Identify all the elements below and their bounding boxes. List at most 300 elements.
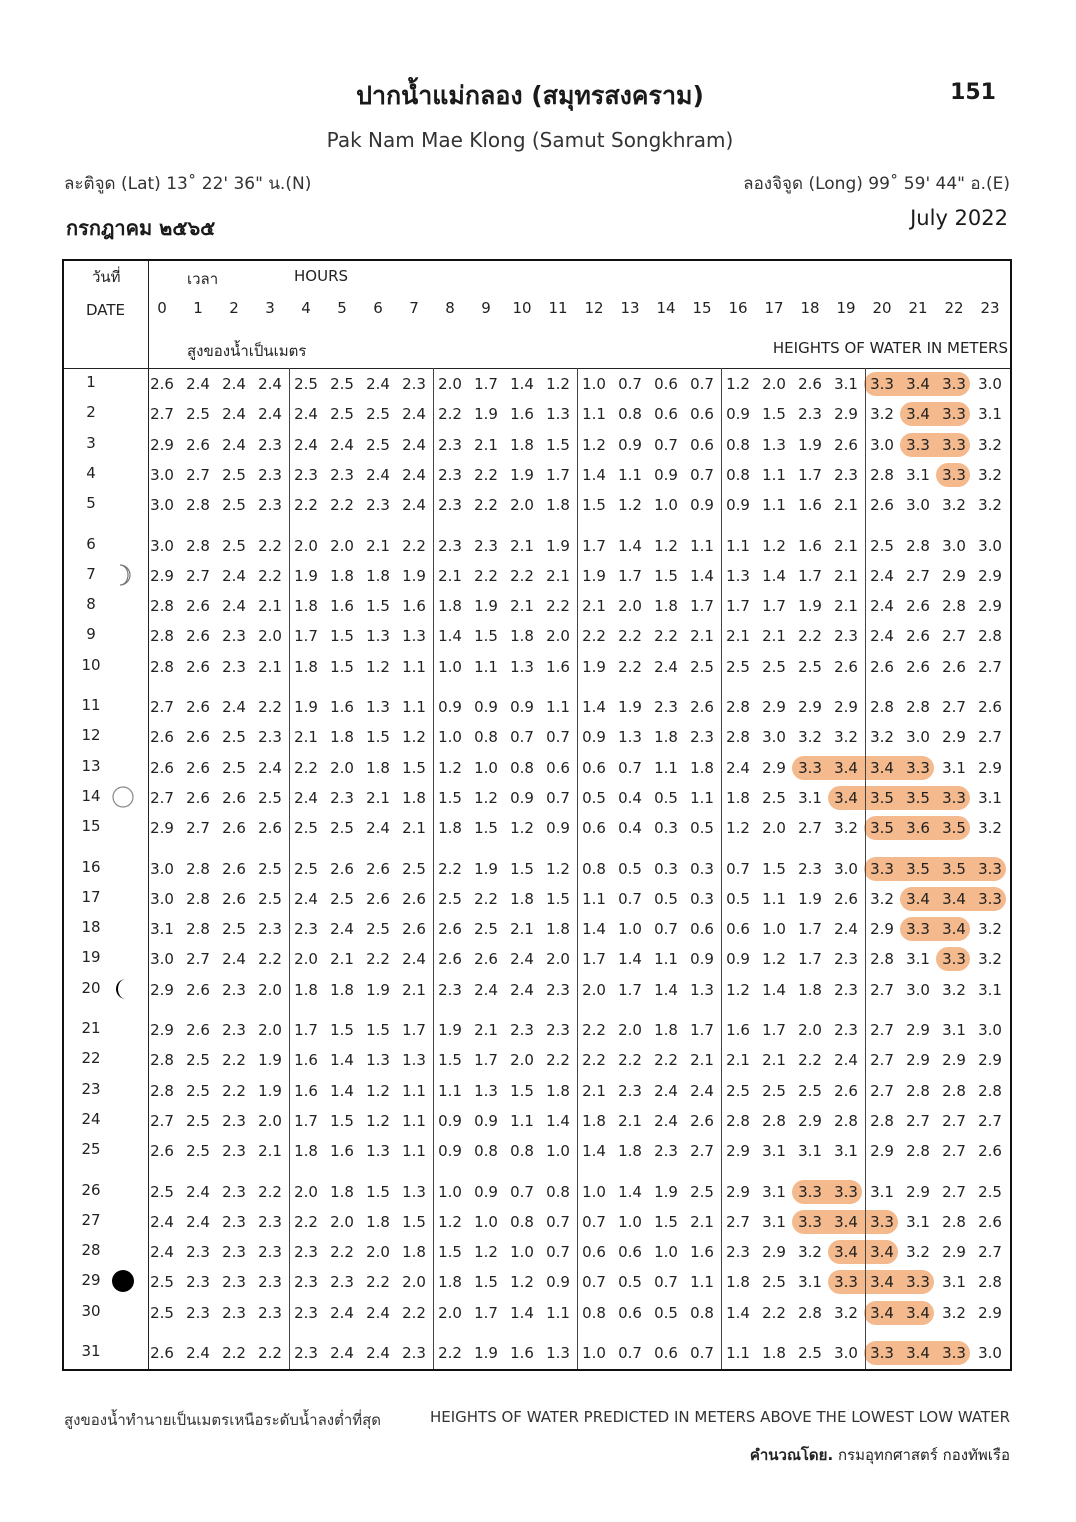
height-cell: 2.1 xyxy=(474,435,498,454)
height-cell: 3.1 xyxy=(834,1142,858,1161)
height-cell: 1.8 xyxy=(330,980,354,999)
height-cell: 0.3 xyxy=(654,859,678,878)
height-cell: 1.8 xyxy=(654,728,678,747)
height-cell: 3.2 xyxy=(870,405,894,424)
height-cell: 2.0 xyxy=(330,758,354,777)
height-cell: 2.1 xyxy=(510,920,534,939)
height-cell: 2.5 xyxy=(222,465,246,484)
height-cell: 1.9 xyxy=(294,698,318,716)
height-cell: 2.1 xyxy=(690,1051,714,1070)
height-cell: 2.6 xyxy=(150,758,174,777)
height-cell: 1.5 xyxy=(762,405,786,424)
height-cell: 2.4 xyxy=(222,597,246,616)
height-cell: 2.5 xyxy=(330,819,354,838)
height-cell: 2.6 xyxy=(366,889,390,908)
height-cell: 3.4 xyxy=(906,375,930,393)
height-cell: 1.9 xyxy=(798,597,822,616)
height-cell: 1.4 xyxy=(654,980,678,999)
height-cell: 2.7 xyxy=(150,788,174,807)
month-english: July 2022 xyxy=(910,206,1008,230)
height-cell: 2.5 xyxy=(366,405,390,424)
height-cell: 3.1 xyxy=(942,1021,966,1039)
height-cell: 0.9 xyxy=(582,728,606,747)
height-cell: 2.5 xyxy=(258,859,282,878)
height-cell: 0.5 xyxy=(618,859,642,878)
height-cell: 1.5 xyxy=(366,597,390,616)
height-cell: 2.4 xyxy=(186,1182,210,1201)
height-cell: 3.3 xyxy=(942,375,966,393)
height-cell: 1.3 xyxy=(618,728,642,747)
height-cell: 2.8 xyxy=(906,1142,930,1161)
height-cell: 2.2 xyxy=(258,950,282,969)
height-cell: 3.0 xyxy=(906,980,930,999)
height-cell: 2.2 xyxy=(474,889,498,908)
header-divider xyxy=(64,368,1010,369)
height-cell: 2.3 xyxy=(258,1212,282,1231)
height-cell: 2.2 xyxy=(582,1051,606,1070)
height-cell: 3.1 xyxy=(798,788,822,807)
height-cell: 3.3 xyxy=(942,1344,966,1362)
height-cell: 2.6 xyxy=(438,920,462,939)
height-cell: 2.0 xyxy=(258,1021,282,1039)
height-cell: 2.2 xyxy=(258,1344,282,1362)
height-cell: 1.2 xyxy=(726,980,750,999)
height-cell: 2.3 xyxy=(222,1111,246,1130)
height-cell: 1.5 xyxy=(330,1111,354,1130)
height-cell: 2.5 xyxy=(798,1081,822,1100)
height-cell: 2.4 xyxy=(150,1243,174,1262)
hour-label: 14 xyxy=(656,299,676,317)
height-cell: 2.3 xyxy=(258,728,282,747)
height-cell: 2.4 xyxy=(654,1111,678,1130)
height-cell: 1.1 xyxy=(402,698,426,716)
heights-header-english: HEIGHTS OF WATER IN METERS xyxy=(772,339,1008,357)
height-cell: 3.4 xyxy=(834,758,858,777)
height-cell: 2.7 xyxy=(942,1142,966,1161)
height-cell: 1.5 xyxy=(438,1243,462,1262)
height-cell: 2.7 xyxy=(186,950,210,969)
height-cell: 1.8 xyxy=(582,1111,606,1130)
height-cell: 2.8 xyxy=(870,950,894,969)
height-cell: 1.1 xyxy=(402,1142,426,1161)
height-cell: 2.8 xyxy=(186,496,210,515)
height-cell: 0.6 xyxy=(690,920,714,939)
height-cell: 2.6 xyxy=(798,375,822,393)
height-cell: 3.0 xyxy=(942,536,966,555)
height-cell: 3.3 xyxy=(870,1344,894,1362)
height-cell: 3.3 xyxy=(798,758,822,777)
height-cell: 0.9 xyxy=(510,788,534,807)
height-cell: 1.8 xyxy=(294,597,318,616)
height-cell: 1.7 xyxy=(546,465,570,484)
height-cell: 2.5 xyxy=(726,1081,750,1100)
height-cell: 1.4 xyxy=(762,566,786,585)
hour-label: 21 xyxy=(908,299,928,317)
height-cell: 2.3 xyxy=(294,1344,318,1362)
height-cell: 1.1 xyxy=(546,698,570,716)
height-cell: 3.0 xyxy=(150,859,174,878)
height-cell: 3.4 xyxy=(870,1273,894,1292)
height-cell: 1.1 xyxy=(582,889,606,908)
height-cell: 0.7 xyxy=(690,1344,714,1362)
height-cell: 2.0 xyxy=(762,819,786,838)
hour-label: 7 xyxy=(409,299,419,317)
date-cell: 7 xyxy=(86,564,96,583)
height-cell: 2.4 xyxy=(150,1212,174,1231)
height-cell: 1.8 xyxy=(726,1273,750,1292)
height-cell: 1.9 xyxy=(474,405,498,424)
height-cell: 2.9 xyxy=(906,1021,930,1039)
height-cell: 2.6 xyxy=(834,657,858,676)
height-cell: 2.6 xyxy=(222,819,246,838)
calculated-by xyxy=(750,1443,1010,1467)
height-cell: 2.3 xyxy=(186,1243,210,1262)
height-cell: 2.5 xyxy=(294,859,318,878)
height-cell: 0.5 xyxy=(654,1303,678,1322)
height-cell: 1.2 xyxy=(510,819,534,838)
height-cell: 3.2 xyxy=(942,980,966,999)
height-cell: 1.1 xyxy=(618,465,642,484)
height-cell: 0.9 xyxy=(618,435,642,454)
height-cell: 2.4 xyxy=(294,435,318,454)
date-cell: 8 xyxy=(86,595,96,614)
height-cell: 3.2 xyxy=(870,889,894,908)
date-cell: 30 xyxy=(81,1301,101,1320)
height-cell: 2.9 xyxy=(150,980,174,999)
height-cell: 3.3 xyxy=(942,435,966,454)
height-cell: 3.0 xyxy=(150,536,174,555)
height-cell: 2.7 xyxy=(942,1111,966,1130)
height-cell: 0.9 xyxy=(438,1111,462,1130)
height-cell: 1.9 xyxy=(654,1182,678,1201)
height-cell: 1.2 xyxy=(726,819,750,838)
height-cell: 2.2 xyxy=(582,1021,606,1039)
hour-label: 15 xyxy=(692,299,712,317)
date-header-thai: วันที่ xyxy=(92,268,121,286)
height-cell: 1.0 xyxy=(582,1344,606,1362)
height-cell: 2.6 xyxy=(402,920,426,939)
height-cell: 1.7 xyxy=(798,950,822,969)
height-cell: 1.3 xyxy=(366,627,390,646)
height-cell: 2.7 xyxy=(690,1142,714,1161)
hour-label: 10 xyxy=(512,299,532,317)
height-cell: 0.6 xyxy=(618,1303,642,1322)
height-cell: 3.1 xyxy=(798,1142,822,1161)
height-cell: 2.3 xyxy=(798,405,822,424)
height-cell: 2.3 xyxy=(834,950,858,969)
height-cell: 1.9 xyxy=(546,536,570,555)
height-cell: 2.4 xyxy=(366,465,390,484)
height-cell: 1.7 xyxy=(474,1051,498,1070)
date-cell: 25 xyxy=(81,1140,101,1159)
height-cell: 2.4 xyxy=(258,375,282,393)
hour-group-divider xyxy=(289,368,290,1369)
height-cell: 2.6 xyxy=(402,889,426,908)
height-cell: 1.2 xyxy=(762,536,786,555)
date-cell: 11 xyxy=(81,696,101,714)
height-cell: 2.4 xyxy=(294,788,318,807)
height-cell: 2.4 xyxy=(222,435,246,454)
last-quarter-icon xyxy=(112,978,134,1000)
height-cell: 2.2 xyxy=(474,566,498,585)
height-cell: 1.6 xyxy=(510,405,534,424)
height-cell: 2.3 xyxy=(222,627,246,646)
height-cell: 2.9 xyxy=(834,405,858,424)
height-cell: 2.3 xyxy=(294,1303,318,1322)
height-cell: 2.8 xyxy=(150,1051,174,1070)
height-cell: 2.5 xyxy=(762,1081,786,1100)
height-cell: 3.3 xyxy=(834,1182,858,1201)
height-cell: 1.6 xyxy=(330,1142,354,1161)
height-cell: 2.3 xyxy=(258,496,282,515)
height-cell: 1.7 xyxy=(582,536,606,555)
height-cell: 2.5 xyxy=(186,405,210,424)
height-cell: 3.2 xyxy=(978,496,1002,515)
height-cell: 2.0 xyxy=(438,1303,462,1322)
page-number: 151 xyxy=(950,80,996,105)
height-cell: 0.7 xyxy=(582,1273,606,1292)
height-cell: 2.3 xyxy=(258,1303,282,1322)
height-cell: 2.3 xyxy=(258,435,282,454)
hour-label: 12 xyxy=(584,299,604,317)
height-cell: 2.3 xyxy=(798,859,822,878)
height-cell: 0.7 xyxy=(546,788,570,807)
height-cell: 1.4 xyxy=(546,1111,570,1130)
date-cell: 19 xyxy=(81,948,101,967)
height-cell: 2.0 xyxy=(402,1273,426,1292)
height-cell: 2.5 xyxy=(222,920,246,939)
height-cell: 2.2 xyxy=(402,536,426,555)
height-cell: 2.9 xyxy=(726,1182,750,1201)
height-cell: 2.6 xyxy=(834,889,858,908)
height-cell: 2.2 xyxy=(474,465,498,484)
height-cell: 1.8 xyxy=(294,980,318,999)
height-cell: 2.4 xyxy=(402,435,426,454)
height-cell: 0.7 xyxy=(582,1212,606,1231)
height-cell: 2.4 xyxy=(510,950,534,969)
height-cell: 2.4 xyxy=(870,566,894,585)
hour-label: 8 xyxy=(445,299,455,317)
hour-label: 1 xyxy=(193,299,203,317)
height-cell: 3.2 xyxy=(978,819,1002,838)
height-cell: 2.3 xyxy=(222,1303,246,1322)
height-cell: 0.8 xyxy=(726,465,750,484)
height-cell: 0.7 xyxy=(618,889,642,908)
height-cell: 2.0 xyxy=(618,1021,642,1039)
height-cell: 3.3 xyxy=(906,435,930,454)
height-cell: 3.0 xyxy=(150,950,174,969)
height-cell: 1.8 xyxy=(546,496,570,515)
height-cell: 2.9 xyxy=(942,1051,966,1070)
height-cell: 3.4 xyxy=(834,1243,858,1262)
height-cell: 2.8 xyxy=(870,698,894,716)
height-cell: 1.8 xyxy=(402,788,426,807)
height-cell: 1.2 xyxy=(510,1273,534,1292)
height-cell: 3.2 xyxy=(978,920,1002,939)
height-cell: 2.5 xyxy=(258,889,282,908)
height-cell: 2.3 xyxy=(258,1243,282,1262)
height-cell: 3.1 xyxy=(762,1212,786,1231)
height-cell: 1.8 xyxy=(366,1212,390,1231)
height-cell: 2.8 xyxy=(186,889,210,908)
height-cell: 2.0 xyxy=(294,536,318,555)
height-cell: 3.2 xyxy=(870,728,894,747)
height-cell: 1.8 xyxy=(618,1142,642,1161)
height-cell: 2.8 xyxy=(870,465,894,484)
height-cell: 2.1 xyxy=(258,597,282,616)
height-cell: 0.6 xyxy=(582,758,606,777)
height-cell: 2.6 xyxy=(186,627,210,646)
height-cell: 2.2 xyxy=(258,536,282,555)
height-cell: 2.1 xyxy=(366,788,390,807)
height-cell: 2.5 xyxy=(762,657,786,676)
height-cell: 1.8 xyxy=(654,1021,678,1039)
height-cell: 1.4 xyxy=(690,566,714,585)
height-cell: 0.7 xyxy=(654,435,678,454)
height-cell: 2.6 xyxy=(834,1081,858,1100)
height-cell: 2.8 xyxy=(906,536,930,555)
height-cell: 1.7 xyxy=(798,566,822,585)
height-cell: 0.7 xyxy=(618,1344,642,1362)
height-cell: 2.4 xyxy=(186,375,210,393)
height-cell: 2.9 xyxy=(798,698,822,716)
height-cell: 2.6 xyxy=(978,698,1002,716)
height-cell: 2.9 xyxy=(906,1051,930,1070)
height-cell: 0.6 xyxy=(582,819,606,838)
height-cell: 1.0 xyxy=(438,1182,462,1201)
height-cell: 0.9 xyxy=(510,698,534,716)
height-cell: 2.3 xyxy=(222,1243,246,1262)
height-cell: 1.1 xyxy=(690,788,714,807)
height-cell: 3.3 xyxy=(870,1212,894,1231)
height-cell: 3.1 xyxy=(942,1273,966,1292)
height-cell: 2.5 xyxy=(762,1273,786,1292)
height-cell: 1.8 xyxy=(510,627,534,646)
height-cell: 1.4 xyxy=(582,698,606,716)
height-cell: 2.3 xyxy=(618,1081,642,1100)
height-cell: 3.4 xyxy=(906,1344,930,1362)
height-cell: 2.9 xyxy=(978,1303,1002,1322)
height-cell: 3.1 xyxy=(150,920,174,939)
time-header-thai: เวลา xyxy=(187,270,219,288)
height-cell: 2.3 xyxy=(510,1021,534,1039)
height-cell: 3.4 xyxy=(942,889,966,908)
height-cell: 1.8 xyxy=(366,758,390,777)
height-cell: 0.8 xyxy=(690,1303,714,1322)
height-cell: 3.0 xyxy=(150,496,174,515)
height-cell: 2.2 xyxy=(618,1051,642,1070)
height-cell: 2.6 xyxy=(222,788,246,807)
height-cell: 1.5 xyxy=(402,758,426,777)
height-cell: 1.8 xyxy=(546,920,570,939)
height-cell: 2.7 xyxy=(942,698,966,716)
height-cell: 0.4 xyxy=(618,788,642,807)
height-cell: 0.6 xyxy=(618,1243,642,1262)
height-cell: 2.9 xyxy=(978,566,1002,585)
height-cell: 3.0 xyxy=(762,728,786,747)
hour-label: 18 xyxy=(800,299,820,317)
height-cell: 2.4 xyxy=(870,597,894,616)
height-cell: 1.7 xyxy=(294,627,318,646)
height-cell: 2.5 xyxy=(150,1303,174,1322)
height-cell: 2.3 xyxy=(330,1273,354,1292)
date-cell: 6 xyxy=(86,534,96,553)
height-cell: 1.0 xyxy=(474,1212,498,1231)
height-cell: 2.7 xyxy=(150,405,174,424)
height-cell: 1.7 xyxy=(726,597,750,616)
height-cell: 0.9 xyxy=(474,698,498,716)
height-cell: 3.5 xyxy=(870,819,894,838)
hour-label: 16 xyxy=(728,299,748,317)
date-cell: 13 xyxy=(81,756,101,775)
height-cell: 2.6 xyxy=(870,657,894,676)
height-cell: 0.3 xyxy=(690,859,714,878)
height-cell: 1.1 xyxy=(402,1111,426,1130)
height-cell: 2.1 xyxy=(762,1051,786,1070)
height-cell: 2.7 xyxy=(906,566,930,585)
height-cell: 1.8 xyxy=(690,758,714,777)
height-cell: 3.5 xyxy=(906,859,930,878)
height-cell: 0.9 xyxy=(690,950,714,969)
height-cell: 1.0 xyxy=(438,657,462,676)
height-cell: 1.5 xyxy=(510,1081,534,1100)
height-cell: 0.5 xyxy=(618,1273,642,1292)
height-cell: 2.3 xyxy=(222,980,246,999)
height-cell: 1.4 xyxy=(582,465,606,484)
height-cell: 2.2 xyxy=(294,758,318,777)
height-cell: 3.3 xyxy=(870,375,894,393)
height-cell: 2.6 xyxy=(906,627,930,646)
height-cell: 0.6 xyxy=(546,758,570,777)
height-cell: 0.9 xyxy=(546,819,570,838)
hour-label: 23 xyxy=(980,299,1000,317)
height-cell: 1.3 xyxy=(366,1142,390,1161)
height-cell: 1.7 xyxy=(402,1021,426,1039)
height-cell: 0.8 xyxy=(510,1212,534,1231)
height-cell: 1.1 xyxy=(582,405,606,424)
height-cell: 2.8 xyxy=(150,627,174,646)
height-cell: 0.9 xyxy=(474,1182,498,1201)
date-cell: 1 xyxy=(86,373,96,391)
height-cell: 0.9 xyxy=(438,1142,462,1161)
height-cell: 2.4 xyxy=(186,1212,210,1231)
height-cell: 2.4 xyxy=(726,758,750,777)
height-cell: 2.2 xyxy=(438,1344,462,1362)
height-cell: 2.5 xyxy=(978,1182,1002,1201)
height-cell: 1.8 xyxy=(402,1243,426,1262)
height-cell: 1.4 xyxy=(510,1303,534,1322)
height-cell: 2.6 xyxy=(186,758,210,777)
height-cell: 3.2 xyxy=(906,1243,930,1262)
height-cell: 2.4 xyxy=(654,1081,678,1100)
height-cell: 2.9 xyxy=(942,1243,966,1262)
height-cell: 3.0 xyxy=(978,375,1002,393)
height-cell: 2.3 xyxy=(438,980,462,999)
height-cell: 1.1 xyxy=(474,657,498,676)
height-cell: 2.3 xyxy=(222,657,246,676)
height-cell: 1.0 xyxy=(762,920,786,939)
hour-group-divider xyxy=(577,368,578,1369)
height-cell: 1.7 xyxy=(798,920,822,939)
height-cell: 3.2 xyxy=(942,1303,966,1322)
height-cell: 2.6 xyxy=(186,728,210,747)
date-cell: 26 xyxy=(81,1180,101,1199)
height-cell: 1.5 xyxy=(474,627,498,646)
height-cell: 2.5 xyxy=(726,657,750,676)
height-cell: 2.6 xyxy=(150,728,174,747)
height-cell: 2.4 xyxy=(294,405,318,424)
height-cell: 2.2 xyxy=(798,1051,822,1070)
